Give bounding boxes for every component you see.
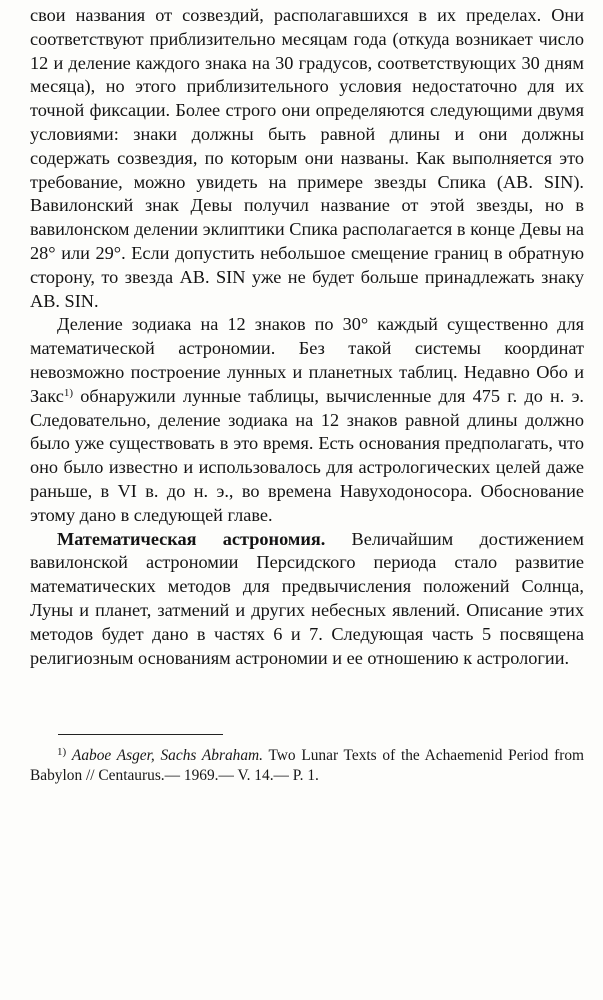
paragraph-1-text: свои названия от созвездий, располагавшихся в их пределах. Они соответствуют приблизительно месяцам года (откуда возникает число 12 и деление каждого знака на 30 градусов, соответствующих 30 дням месяца), но этого приблизительного условия недостаточно для их точной фиксации. Более строго они определяются следующими двумя условиями: знаки должны быть равной длины и они должны содержать созвездия, по которым они названы. Как выполняется это требование, можно увидеть на примере звезды Спика (AB. SIN). Вавилонский знак Девы получил название от этой звезды, но в вавилонском делении эклиптики Спика располагается в конце Девы на 28° или 29°. Если допустить небольшое смещение границ в обратную сторону, то звезда AB. SIN уже не будет больше принадлежать знаку AB. SIN.	[30, 5, 584, 311]
paragraph-1	[30, 4, 584, 313]
footnote-reference: 1)	[63, 386, 73, 399]
footnote	[30, 746, 584, 786]
footnote-divider	[58, 734, 223, 735]
paragraph-2-text-a: Деление зодиака на 12 знаков по 30° каждый существенно для математической астрономии. Без такой системы координат невозможно построение лунных и планетных таблиц. Недавно Обо и Закс	[30, 314, 584, 406]
footnote-mark: 1)	[57, 746, 67, 758]
footnote-citation: Two Lunar Texts of the Achaemenid Period from Babylon // Centaurus.— 1969.— V. 14.— P. 1.	[30, 747, 584, 784]
paragraph-2-text-b: обнаружили лунные таблицы, вычисленные для 475 г. до н. э. Следовательно, деление зодиака на 12 знаков равной длины должно было уже существовать в это время. Есть основания предполагать, что оно было известно и использовалось для астрологических целей даже раньше, в VI в. до н. э., во времена Навуходоносора. Обоснование этому дано в следующей главе.	[30, 385, 584, 525]
paragraph-2	[30, 313, 584, 527]
section-heading: Математическая астрономия.	[57, 528, 326, 549]
footnote-authors: Aaboe Asger, Sachs Abraham.	[71, 747, 263, 764]
main-text	[30, 4, 584, 670]
paragraph-3	[30, 528, 584, 671]
paragraph-3-text: Величайшим достижением вавилонской астрономии Персидского периода стало развитие математических методов для предвычисления положений Солнца, Луны и планет, затмений и других небесных явлений. Описание этих методов будет дано в частях 6 и 7. Следующая часть 5 посвящена религиозным основаниям астрономии и ее отношению к астрологии.	[30, 528, 584, 668]
